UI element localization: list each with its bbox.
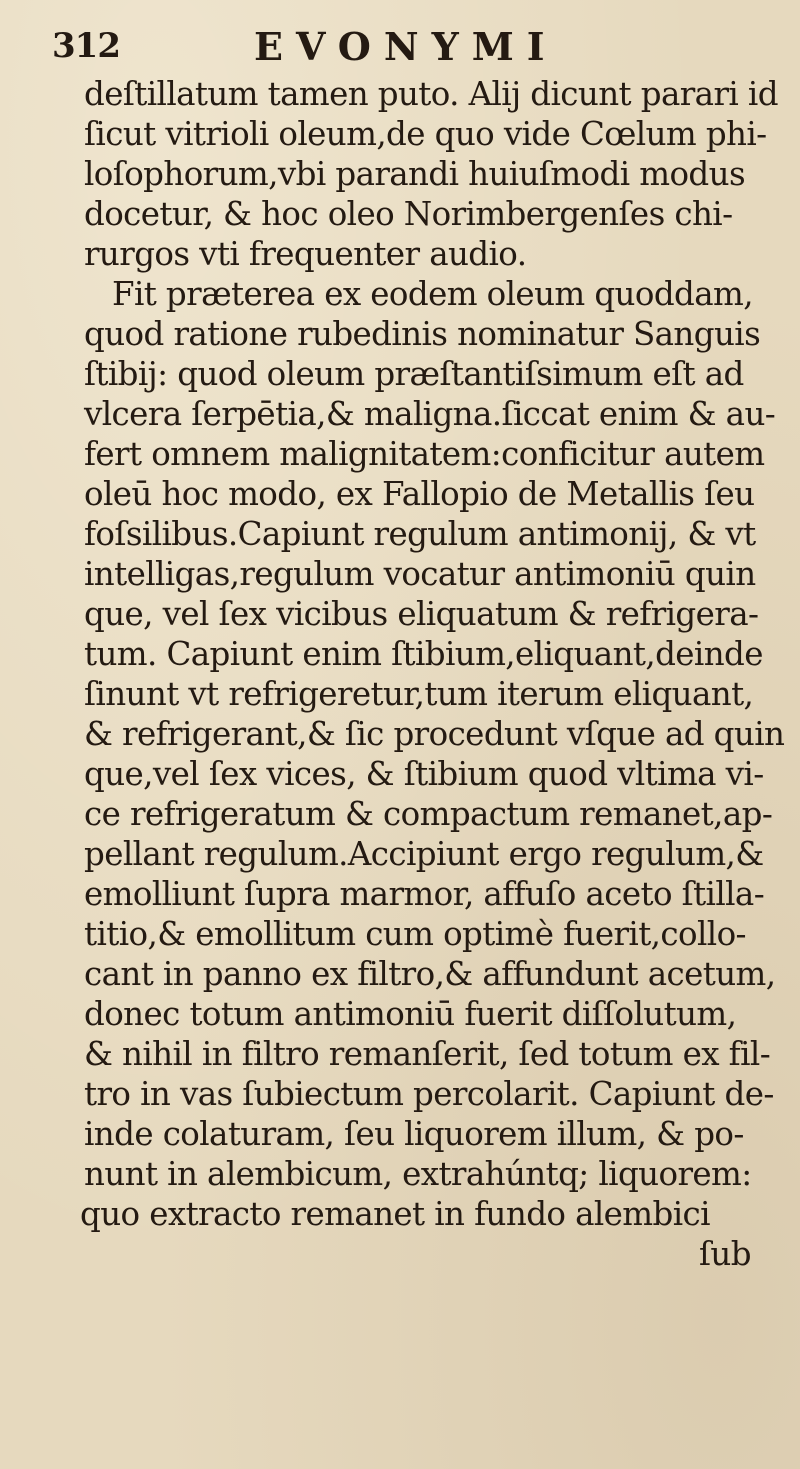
text-line: emolliunt ſupra marmor, affuſo aceto ſtilla- — [84, 875, 765, 913]
text-line: ce refrigeratum & compactum remanet,ap- — [84, 795, 773, 833]
catchword: ſub — [699, 1235, 751, 1273]
text-line: titio,& emollitum cum optimè fuerit,collo- — [84, 915, 746, 953]
text-line: vlcera ſerpētia,& maligna.ſiccat enim & au- — [84, 395, 776, 433]
text-line: & refrigerant,& ſic procedunt vſque ad quin — [84, 715, 785, 753]
text-line: deſtillatum tamen puto. Alij dicunt parari id — [84, 75, 778, 113]
text-line: ſinunt vt refrigeretur,tum iterum eliquant, — [84, 675, 754, 713]
text-line: ſicut vitrioli oleum,de quo vide Cœlum phi- — [84, 115, 767, 153]
text-line: donec totum antimoniū fuerit diſſolutum, — [84, 995, 737, 1033]
text-line: pellant regulum.Accipiunt ergo regulum,& — [84, 835, 764, 873]
page-header — [52, 22, 772, 72]
text-line: rurgos vti frequenter audio. — [84, 235, 527, 273]
text-line: quod ratione rubedinis nominatur Sanguis — [84, 315, 761, 353]
text-line: loſophorum,vbi parandi huiuſmodi modus — [84, 155, 746, 193]
text-line: que, vel ſex vicibus eliquatum & refrigera- — [84, 595, 759, 633]
text-line: oleū hoc modo, ex Fallopio de Metallis ſeu — [84, 475, 755, 513]
text-line: intelligas,regulum vocatur antimoniū quin — [84, 555, 756, 593]
text-line: docetur, & hoc oleo Norimbergenſes chi- — [84, 195, 733, 233]
text-line: que,vel ſex vices, & ſtibium quod vltima vi- — [84, 755, 764, 793]
text-line: fert omnem malignitatem:conficitur autem — [84, 435, 765, 473]
text-line: cant in panno ex filtro,& affundunt acetum, — [84, 955, 776, 993]
text-line: quo extracto remanet in fundo alembici — [80, 1195, 710, 1233]
text-line: nunt in alembicum, extrahúntq; liquorem: — [84, 1155, 752, 1193]
running-head: EVONYMI — [254, 24, 558, 69]
text-line: foſsilibus.Capiunt regulum antimonij, & vt — [84, 515, 756, 553]
text-line: tum. Capiunt enim ſtibium,eliquant,deinde — [84, 635, 763, 673]
text-line: inde colaturam, ſeu liquorem illum, & po- — [84, 1115, 744, 1153]
text-line: ſtibij: quod oleum præſtantiſsimum eſt ad — [84, 355, 744, 393]
text-line: tro in vas ſubiectum percolarit. Capiunt de- — [84, 1075, 774, 1113]
text-line: Fit præterea ex eodem oleum quoddam, — [112, 275, 753, 313]
text-line: & nihil in filtro remanſerit, ſed totum ex fil- — [84, 1035, 771, 1073]
page-number: 312 — [52, 26, 120, 66]
